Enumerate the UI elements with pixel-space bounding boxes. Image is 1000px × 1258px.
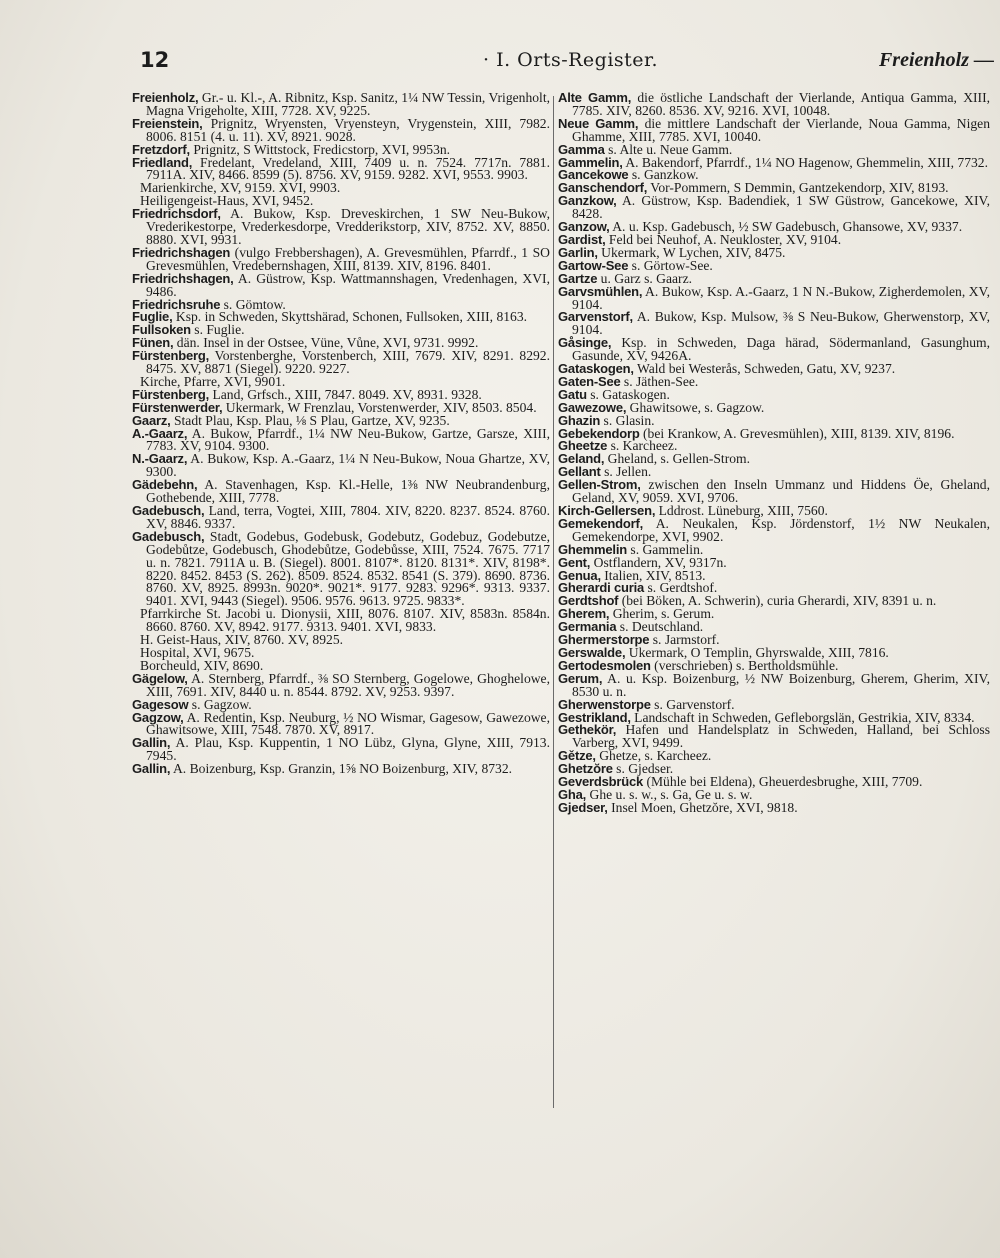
entry-text: s. Gataskogen. <box>586 386 670 402</box>
entry-text: A. Bukow, Ksp. Mulsow, ⅜ S Neu-Bukow, Gherwenstorp, XV, 9104. <box>572 309 990 338</box>
index-entry <box>558 724 990 750</box>
entry-text: Ghawitsowe, s. Gagzow. <box>626 399 765 415</box>
entry-text: die mittlere Landschaft der Vierlande, Noua Gamma, Nigen Ghamme, XIII, 7785. XVI, 10040. <box>572 115 990 144</box>
index-entry <box>558 92 990 118</box>
index-entry <box>132 763 550 776</box>
entry-text: s. Glasin. <box>600 412 655 428</box>
entry-text: s. Gerdtshof. <box>644 580 718 596</box>
entry-text: die östliche Landschaft der Vierlande, Antiqua Gamma, XIII, 7785. XIV, 8260. 8536. XV, 9216. XVI, 10048. <box>572 90 990 118</box>
entry-headword: N.-Gaarz, <box>132 451 188 467</box>
entry-text: A. Redentin, Ksp. Neuburg, ½ NO Wismar, Gagesow, Gawezowe, Ghawitsowe, XIII, 7548. 7870. XV, 8917. <box>146 709 550 738</box>
entry-text: (vulgo Frebbershagen), A. Grevesmühlen, Pfarrdf., 1 SO Grevesmühlen, Vredebernshagen, XIII, 8139. XIV, 8196. 8401. <box>146 244 550 273</box>
entry-text: Kirche, Pfarre, XVI, 9901. <box>140 373 286 389</box>
entry-headword: Freienstein, <box>132 115 203 131</box>
entry-text: Landschaft in Schweden, Gefleborgslän, Gestrikia, XIV, 8334. <box>630 709 975 725</box>
entry-headword: Gallin, <box>132 761 171 777</box>
entry-headword: Genua, <box>558 567 601 583</box>
entry-headword: Gertodesmolen <box>558 657 651 673</box>
entry-headword: Gent, <box>558 554 591 570</box>
index-entry <box>558 311 990 337</box>
entry-text: Ukermark, W Lychen, XIV, 8475. <box>597 244 786 260</box>
index-entry <box>132 350 550 376</box>
entry-text: s. Karcheez. <box>607 438 678 454</box>
entry-text: s. Alte u. Neue Gamm. <box>604 141 733 157</box>
index-entry <box>558 515 990 544</box>
running-title: · I. Orts-Register. <box>483 49 659 71</box>
index-entry <box>558 479 990 505</box>
entry-text: A. Bukow, Ksp. A.-Gaarz, 1 N N.-Bukow, Zigherdemolen, XV, 9104. <box>572 283 990 312</box>
entry-headword: Gardist, <box>558 231 606 247</box>
entry-text: s. Deutschland. <box>616 619 704 635</box>
entry-text: Italien, XIV, 8513. <box>600 567 706 583</box>
entry-text: Gherim, s. Gerum. <box>609 606 715 622</box>
entry-headword: Gherardi curia <box>558 580 645 596</box>
entry-headword: Gamma <box>558 141 605 157</box>
entry-text: Hafen und Handelsplatz in Schweden, Halland, bei Schloss Varberg, XVI, 9499. <box>572 722 990 751</box>
entry-headword: Ganzkow, <box>558 193 617 209</box>
entry-text: A. Bukow, Pfarrdf., 1¼ NW Neu-Bukow, Gartze, Garsze, XIII, 7783. XV, 9104. 9300. <box>146 425 550 454</box>
entry-text: Gheland, s. Gellen-Strom. <box>604 451 751 467</box>
entry-text: Lddrost. Lüneburg, XIII, 7560. <box>655 503 828 518</box>
entry-text: Hospital, XVI, 9675. <box>140 644 255 660</box>
entry-text: Gr.- u. Kl.-, A. Ribnitz, Ksp. Sanitz, 1¼ NW Tessin, Vrigenholt, Magna Vrigeholte, XIII, 7728. XV, 9225. <box>146 90 550 118</box>
page-number: 12 <box>140 48 170 72</box>
entry-text: A. Bukow, Ksp. Dreveskirchen, 1 SW Neu-Bukow, Vrederikestorpe, Vrederkesdorpe, Vredderikstorp, XIV, 8752. XV, 8850. 8880. XVI, 9931. <box>146 206 550 247</box>
index-entry <box>132 505 550 531</box>
index-entry <box>132 270 550 299</box>
entry-headword: Friedrichsruhe <box>132 296 221 312</box>
entry-headword: Gellant <box>558 464 601 480</box>
entry-headword: Gartow-See <box>558 257 629 273</box>
entry-headword: Fünen, <box>132 335 174 351</box>
entry-headword: Gägelow, <box>132 670 188 686</box>
index-entry <box>132 608 550 634</box>
entry-text: A. Sternberg, Pfarrdf., ⅜ SO Sternberg, Gogelowe, Ghoghelowe, XIII, 7691. XIV, 8440 u. n. 8544. 8792. XV, 9253. 9397. <box>146 670 550 699</box>
entry-text: s. Gömtow. <box>220 296 286 312</box>
entry-headword: Gerum, <box>558 670 603 686</box>
entry-headword: Gellen-Strom, <box>558 477 641 493</box>
entry-text: Ghetze, s. Karcheez. <box>595 748 712 764</box>
entry-text: A. Plau, Ksp. Kuppentin, 1 NO Lübz, Glyna, Glyne, XIII, 7913. 7945. <box>146 735 550 764</box>
left-column <box>132 92 550 776</box>
running-head: Freienholz — <box>878 49 994 71</box>
entry-text: Ukermark, W Frenzlau, Vorstenwerder, XIV, 8503. 8504. <box>222 399 537 415</box>
entry-headword: Neue Gamm, <box>558 115 639 131</box>
entry-headword: Gethekör, <box>558 722 617 738</box>
entry-headword: Kirch-Gellersen, <box>558 503 656 518</box>
entry-headword: Gebekendorp <box>558 425 640 441</box>
entry-headword: Garvenstorf, <box>558 309 633 325</box>
entry-headword: Gaarz, <box>132 412 171 428</box>
entry-text: (bei Krankow, A. Grevesmühlen), XIII, 8139. XIV, 8196. <box>639 425 955 441</box>
entry-headword: Fuglie, <box>132 309 173 325</box>
entry-text: A. Stavenhagen, Ksp. Kl.-Helle, 1⅜ NW Neubrandenburg, Gothebende, XIII, 7778. <box>146 477 550 506</box>
entry-headword: A.-Gaarz, <box>132 425 188 441</box>
index-entry <box>558 195 990 221</box>
index-entry <box>132 670 550 699</box>
entry-headword: Ganschendorf, <box>558 180 648 196</box>
entry-headword: Gataskogen, <box>558 361 634 377</box>
index-entry <box>132 709 550 738</box>
entry-headword: Germania <box>558 619 617 635</box>
index-entry <box>132 425 550 454</box>
entry-text: s. Jarmstorf. <box>649 632 720 648</box>
entry-text: s. Jellen. <box>600 464 652 480</box>
entry-headword: Gestrikland, <box>558 709 631 725</box>
entry-headword: Gadebusch, <box>132 503 205 518</box>
index-entry <box>132 208 550 247</box>
entry-text: s. Gjedser. <box>612 761 674 777</box>
entry-headword: Freienholz, <box>132 90 199 105</box>
entry-headword: Ghetzŏre <box>558 761 613 777</box>
index-entry <box>132 528 550 609</box>
entry-headword: Gerdtshof <box>558 593 619 609</box>
entry-headword: Gherem, <box>558 606 610 622</box>
entry-headword: Friedrichshagen <box>132 244 231 260</box>
entry-text: A. Boizenburg, Ksp. Granzin, 1⅝ NO Boizenburg, XIV, 8732. <box>170 761 513 777</box>
index-entry <box>558 799 990 815</box>
entry-text: Stadt, Godebus, Godebusk, Godebutz, Godebuz, Godebutze, Godebůtze, Godebusch, Ghodebůtze, Godebůsse, XIII, 7524. 7675. 7717 u. n. 7821. 7911A u. B. (Siegel). 8001. 8107*. 8120. 8131*. XIV, 8198*. 8220. 8452. 8453 (S. 262). 8509. 8524. 8532. 8541 (S. 379). 8690. 8736. 8760. XV, 8925. 8993n. 9020*. 9021*. 9177. 9283. 9296*. 9313. 9337. 9401. XVI, 9443 (Siegel). 9506. 9576. 9613. 9725. 9833*. <box>146 528 550 609</box>
entry-headword: Fullsoken <box>132 322 191 338</box>
entry-headword: Ganzow, <box>558 219 610 235</box>
entry-headword: Gherwenstorpe <box>558 696 651 712</box>
index-entry <box>558 337 990 363</box>
entry-text: Pfarrkirche St. Jacobi u. Dionysii, XIII, 8076. 8107. XIV, 8583n. 8584n. 8660. 8760. XV, 8942. 9177. 9313. 9401. XVI, 9833. <box>140 606 550 635</box>
page-header <box>138 44 1000 80</box>
entry-text: Land, Grfsch., XIII, 7847. 8049. XV, 8931. 9328. <box>209 386 482 402</box>
entry-text: Heiligengeist-Haus, XVI, 9452. <box>140 193 314 209</box>
entry-text: s. Gammelin. <box>627 541 704 557</box>
entry-text: dän. Insel in der Ostsee, Vüne, Vůne, XVI, 9731. 9992. <box>173 335 479 351</box>
entry-headword: Gartze <box>558 270 598 286</box>
index-entry <box>132 453 550 479</box>
entry-text: A. u. Ksp. Boizenburg, ½ NW Boizenburg, Gherem, Gherim, XIV, 8530 u. n. <box>572 670 990 699</box>
entry-text: s. Jäthen-See. <box>620 373 699 389</box>
entry-text: Vorstenberghe, Vorstenberch, XIII, 7679. XIV, 8291. 8292. 8475. XV, 8871 (Siegel). 9220. 9227. <box>146 348 550 377</box>
entry-headword: Ghermerstorpe <box>558 632 650 648</box>
index-entry <box>132 479 550 505</box>
entry-headword: Fürstenwerder, <box>132 399 223 415</box>
entry-headword: Gadebusch, <box>132 528 205 544</box>
entry-headword: Gagzow, <box>132 709 184 725</box>
entry-headword: Fürstenberg, <box>132 348 210 364</box>
entry-text: Ghe u. s. w., s. Ga, Ge u. s. w. <box>586 786 753 802</box>
entry-text: zwischen den Inseln Ummanz und Hiddens Öe, Gheland, Geland, XV, 9059. XVI, 9706. <box>572 477 990 506</box>
entry-text: s. Görtow-See. <box>628 257 713 273</box>
entry-text: (verschrieben) s. Bertholdsmühle. <box>650 657 839 673</box>
entry-text: Land, terra, Vogtei, XIII, 7804. XIV, 8220. 8237. 8524. 8760. XV, 8846. 9337. <box>146 503 550 531</box>
entry-text: s. Fuglie. <box>190 322 245 338</box>
entry-text: Fredelant, Vredeland, XIII, 7409 u. n. 7524. 7717n. 7881. 7911A. XIV, 8466. 8599 (5). 8756. XV, 9159. 9282. XVI, 9553. 9903. <box>146 154 550 183</box>
entry-text: Vor-Pommern, S Demmin, Gantzekendorp, XIV, 8193. <box>647 180 949 196</box>
entry-headword: Ghemmelin <box>558 541 627 557</box>
column-divider <box>553 96 554 1108</box>
entry-headword: Garvsmühlen, <box>558 283 643 299</box>
entry-headword: Friedrichsdorf, <box>132 206 221 222</box>
entry-text: Prignitz, S Wittstock, Fredicstorp, XVI, 9953n. <box>189 141 451 157</box>
entry-headword: Gawezowe, <box>558 399 627 415</box>
right-column <box>558 92 990 815</box>
entry-text: (bei Böken, A. Schwerin), curia Gherardi, XIV, 8391 u. n. <box>618 593 937 609</box>
entry-headword: Gatu <box>558 386 587 402</box>
entry-text: A. Neukalen, Ksp. Jördenstorf, 1½ NW Neukalen, Gemekendorpe, XVI, 9902. <box>572 515 990 544</box>
entry-text: A. Güstrow, Ksp. Badendiek, 1 SW Güstrow, Gancekowe, XIV, 8428. <box>572 193 990 222</box>
entry-text: A. Bakendorf, Pfarrdf., 1¼ NO Hagenow, Ghemmelin, XIII, 7732. <box>622 154 988 170</box>
entry-text: (Mühle bei Eldena), Gheuerdesbrughe, XIII, 7709. <box>643 774 923 790</box>
entry-text: Ksp. in Schweden, Skyttshärad, Schonen, Fullsoken, XIII, 8163. <box>172 309 528 325</box>
entry-text: A. u. Ksp. Gadebusch, ½ SW Gadebusch, Ghansowe, XV, 9337. <box>609 219 963 235</box>
entry-headword: Gädebehn, <box>132 477 198 493</box>
entry-headword: Fretzdorf, <box>132 141 190 157</box>
entry-text: s. Gagzow. <box>188 696 252 712</box>
entry-text: Prignitz, Wryensten, Vryensteyn, Vrygenstein, XIII, 7982. 8006. 8151 (4. u. 11). XV, 8921. 9028. <box>146 115 550 144</box>
entry-text: A. Bukow, Ksp. A.-Gaarz, 1¼ N Neu-Bukow, Noua Ghartze, XV, 9300. <box>146 451 550 480</box>
entry-headword: Gjedser, <box>558 799 608 815</box>
index-entry <box>558 115 990 144</box>
entry-text: A. Güstrow, Ksp. Wattmannshagen, Vredenhagen, XVI, 9486. <box>146 270 550 299</box>
entry-headword: Gaten-See <box>558 373 621 389</box>
entry-text: Ostflandern, XV, 9317n. <box>590 554 727 570</box>
entry-text: Ksp. in Schweden, Daga härad, Södermanland, Gasunghum, Gasunde, XV, 9426A. <box>572 335 990 364</box>
entry-headword: Gåsinge, <box>558 335 612 351</box>
index-entry <box>558 283 990 312</box>
entry-headword: Gagesow <box>132 696 189 712</box>
entry-text: Feld bei Neuhof, A. Neukloster, XV, 9104. <box>605 231 842 247</box>
entry-headword: Gětze, <box>558 748 596 764</box>
entry-text: Insel Moen, Ghetzŏre, XVI, 9818. <box>607 799 798 815</box>
entry-text: Ukermark, O Templin, Ghyrswalde, XIII, 7816. <box>625 644 889 660</box>
index-entry <box>132 92 550 118</box>
entry-headword: Ghazin <box>558 412 601 428</box>
entry-headword: Fürstenberg, <box>132 386 210 402</box>
entry-text: s. Ganzkow. <box>628 167 699 183</box>
entry-text: u. Garz s. Gaarz. <box>597 270 692 286</box>
entry-headword: Gammelin, <box>558 154 623 170</box>
entry-headword: Gha, <box>558 786 587 802</box>
entry-headword: Gancekowe <box>558 167 629 183</box>
entry-headword: Geland, <box>558 451 605 467</box>
entry-headword: Geverdsbrück <box>558 774 644 790</box>
index-entry <box>132 154 550 183</box>
entry-headword: Garlin, <box>558 244 598 260</box>
entry-headword: Gerswalde, <box>558 644 626 660</box>
entry-text: Stadt Plau, Ksp. Plau, ⅛ S Plau, Gartze, XV, 9235. <box>170 412 450 428</box>
index-entry <box>558 670 990 699</box>
entry-headword: Alte Gamm, <box>558 90 632 105</box>
entry-headword: Friedrichshagen, <box>132 270 234 286</box>
entry-headword: Gemekendorf, <box>558 515 644 531</box>
index-entry <box>132 737 550 763</box>
entry-headword: Gheetze <box>558 438 608 454</box>
entry-headword: Friedland, <box>132 154 193 170</box>
entry-headword: Gallin, <box>132 735 171 751</box>
index-entry <box>132 115 550 144</box>
entry-text: H. Geist-Haus, XIV, 8760. XV, 8925. <box>140 632 344 648</box>
entry-text: Marienkirche, XV, 9159. XVI, 9903. <box>140 180 341 196</box>
entry-text: Wald bei Westerås, Schweden, Gatu, XV, 9237. <box>633 361 896 377</box>
index-entry <box>132 244 550 273</box>
entry-text: Borcheuld, XIV, 8690. <box>140 657 264 673</box>
entry-text: s. Garvenstorf. <box>650 696 735 712</box>
